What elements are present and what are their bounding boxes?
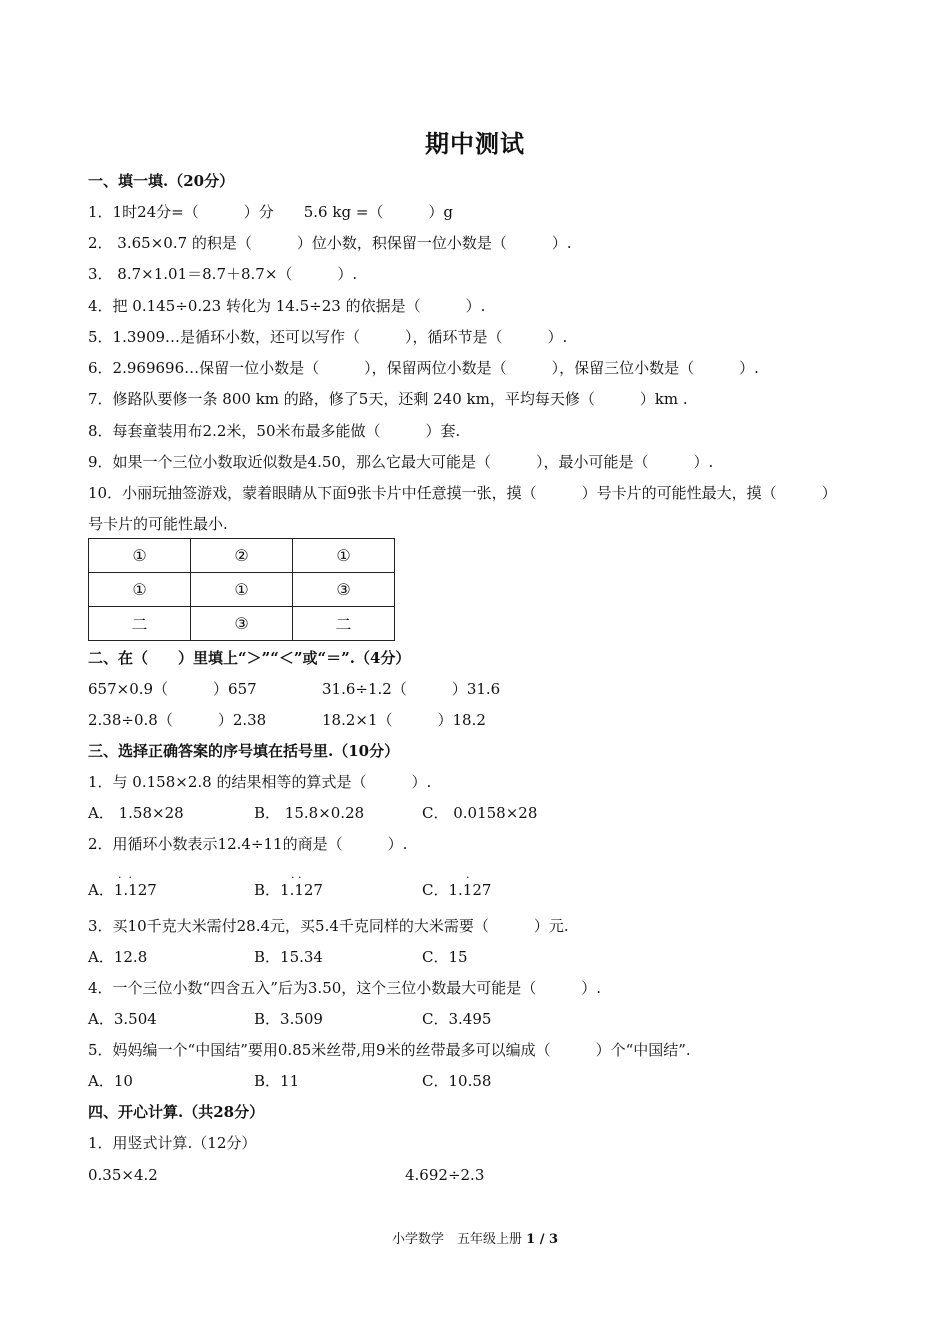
section-4-heading: 四、开心计算.（共28分） — [88, 1103, 265, 1121]
page-footer — [0, 1228, 950, 1247]
s3-q1-option-c: C． 0.0158×28 — [422, 804, 538, 822]
footer-text: 小学数学 五年级上册 — [391, 1232, 522, 1247]
card-cell: ① — [293, 539, 395, 573]
recurring-dots-a: · · — [118, 871, 132, 884]
compare-3: 2.38÷0.8（ ）2.38 — [88, 711, 267, 729]
s3-question-2: 2．用循环小数表示12.4÷11的商是（ ）. — [88, 835, 408, 853]
card-cell: ① — [89, 573, 191, 607]
card-table — [88, 538, 395, 641]
s1-question-4: 4．把 0.145÷0.23 转化为 14.5÷23 的依据是（ ）. — [88, 297, 486, 315]
card-cell: ① — [89, 539, 191, 573]
section-3-heading: 三、选择正确答案的序号填在括号里.（10分） — [88, 742, 400, 760]
s1-question-2: 2． 3.65×0.7 的积是（ ）位小数，积保留一位小数是（ ）. — [88, 234, 572, 252]
s3-q5-option-b: B．11 — [254, 1072, 300, 1090]
s1-question-10-cont: 号卡片的可能性最小. — [88, 515, 228, 533]
s4-expression-2: 4.692÷2.3 — [405, 1166, 485, 1184]
card-cell: 二 — [293, 607, 395, 641]
section-1-heading: 一、填一填.（20分） — [88, 172, 235, 190]
s3-q1-option-a: A． 1.58×28 — [88, 804, 184, 822]
s1-question-5: 5．1.3909…是循环小数，还可以写作（ ），循环节是（ ）. — [88, 328, 568, 346]
s3-q2-option-c: C．1.127 — [422, 881, 492, 899]
s3-q3-option-a: A．12.8 — [88, 948, 148, 966]
s1-question-6: 6．2.969696…保留一位小数是（ ），保留两位小数是（ ），保留三位小数是（ ）. — [88, 359, 759, 377]
card-cell: ① — [191, 573, 293, 607]
s3-q1-option-b: B． 15.8×0.28 — [254, 804, 365, 822]
s1-question-7: 7．修路队要修一条 800 km 的路，修了5天，还剩 240 km，平均每天修（ ）km . — [88, 390, 688, 408]
s3-q4-option-a: A．3.504 — [88, 1010, 157, 1028]
recurring-dots-b: · · — [284, 871, 302, 884]
compare-4: 18.2×1（ ）18.2 — [322, 711, 486, 729]
s1-question-10: 10．小丽玩抽签游戏，蒙着眼睛从下面9张卡片中任意摸一张，摸（ ）号卡片的可能性最大，摸（ ） — [88, 484, 837, 502]
s3-q2-option-a: A．1.127 — [88, 881, 157, 899]
page-title: 期中测试 — [425, 129, 525, 158]
s1-question-8: 8．每套童装用布2.2米，50米布最多能做（ ）套. — [88, 422, 461, 440]
s3-question-1: 1．与 0.158×2.8 的结果相等的算式是（ ）. — [88, 773, 432, 791]
s3-q2-option-b: B．1.127 — [254, 881, 323, 899]
s3-question-5: 5．妈妈编一个“中国结”要用0.85米丝带,用9米的丝带最多可以编成（ ）个“中国结”. — [88, 1041, 691, 1059]
card-cell: ③ — [191, 607, 293, 641]
card-cell: ② — [191, 539, 293, 573]
compare-1: 657×0.9（ ）657 — [88, 680, 257, 698]
s3-q5-option-c: C．10.58 — [422, 1072, 492, 1090]
section-2-heading: 二、在（ ）里填上“＞”“＜”或“＝”.（4分） — [88, 649, 411, 667]
s3-q3-option-b: B．15.34 — [254, 948, 323, 966]
page-number: 1 / 3 — [526, 1232, 559, 1247]
s1-question-9: 9．如果一个三位小数取近似数是4.50，那么它最大可能是（ ），最小可能是（ ）. — [88, 453, 714, 471]
card-cell: ③ — [293, 573, 395, 607]
recurring-dots-c: · — [452, 871, 470, 884]
s3-q3-option-c: C．15 — [422, 948, 468, 966]
s3-q4-option-b: B．3.509 — [254, 1010, 323, 1028]
s3-question-4: 4．一个三位小数“四含五入”后为3.50，这个三位小数最大可能是（ ）. — [88, 979, 602, 997]
s3-q5-option-a: A．10 — [88, 1072, 133, 1090]
s4-expression-1: 0.35×4.2 — [88, 1166, 158, 1184]
s3-q4-option-c: C．3.495 — [422, 1010, 492, 1028]
s3-question-3: 3．买10千克大米需付28.4元，买5.4千克同样的大米需要（ ）元. — [88, 917, 569, 935]
s4-question-1: 1．用竖式计算.（12分） — [88, 1134, 257, 1152]
compare-2: 31.6÷1.2（ ）31.6 — [322, 680, 501, 698]
s1-question-1: 1．1时24分=（ ）分 5.6 kg =（ ）g — [88, 203, 453, 221]
s1-question-3: 3． 8.7×1.01＝8.7＋8.7×（ ）. — [88, 265, 358, 283]
card-cell: 二 — [89, 607, 191, 641]
